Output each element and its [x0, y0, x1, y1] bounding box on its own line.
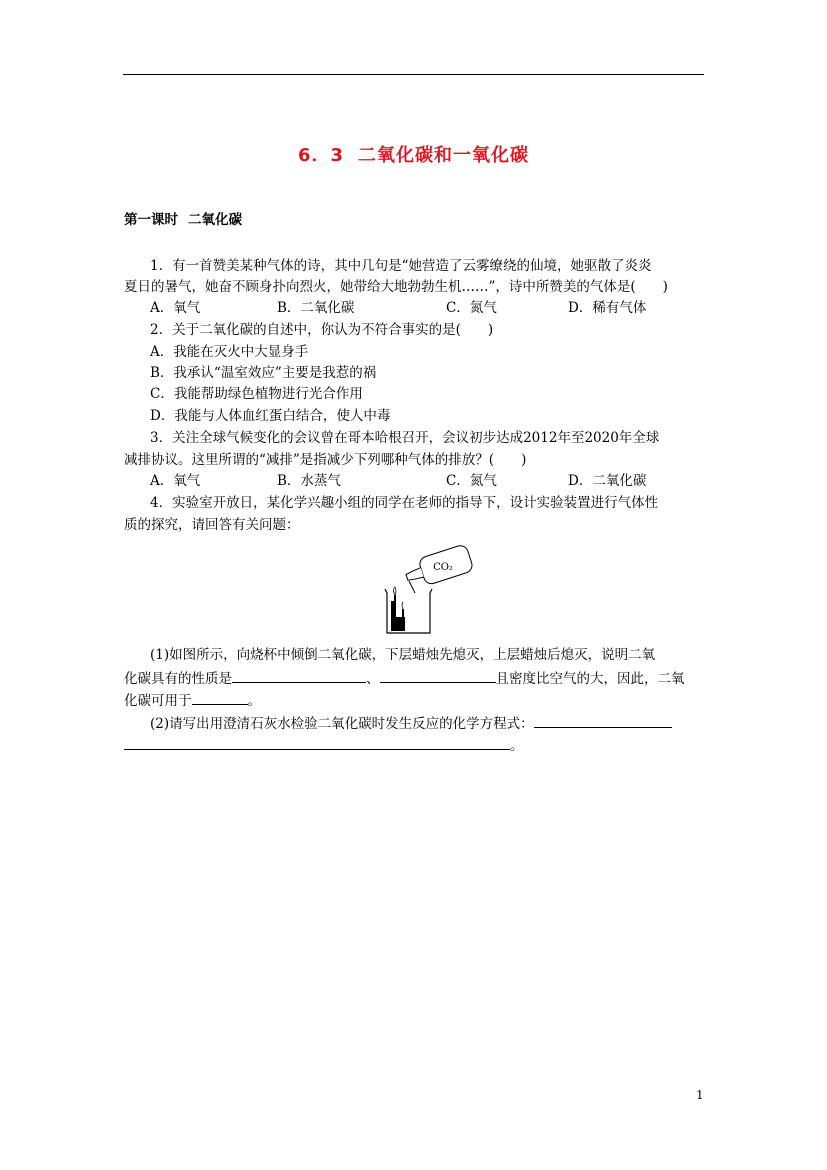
page-title	[0, 141, 827, 167]
q1-option-a: A．氧气	[150, 300, 201, 316]
q3-option-b: B．水蒸气	[277, 473, 341, 489]
q4-part2-line2	[124, 737, 524, 754]
q4-line2: 质的探究，请回答有关问题：	[124, 517, 300, 533]
q3-option-c: C．氮气	[446, 473, 497, 489]
co2-bottle	[403, 544, 474, 591]
title-text: 二氧化碳和一氧化碳	[358, 145, 530, 166]
q4-part1-line2	[124, 670, 685, 687]
section-heading	[124, 208, 242, 228]
page-number: 1	[696, 1088, 704, 1102]
q1-option-c: C．氮气	[446, 300, 497, 316]
q3-line1: 3．关注全球气候变化的会议曾在哥本哈根召开，会议初步达成2012年至2020年全球	[150, 430, 660, 446]
q3-line2: 减排协议。这里所谓的“减排”是指减少下列哪种气体的排放？( )	[124, 452, 527, 468]
q3-option-d: D．二氧化碳	[568, 473, 647, 489]
q4-part2-line2-end: 。	[510, 738, 524, 754]
lower-candle	[402, 609, 404, 617]
answer-blank-equation-2[interactable]	[124, 737, 510, 750]
beaker-co2-figure	[375, 543, 480, 638]
q1-option-b: B．二氧化碳	[277, 300, 355, 316]
q2-option-d: D．我能与人体血红蛋白结合，使人中毒	[150, 408, 391, 424]
q4-part1-line2-c: 且密度比空气的大，因此，二氧	[495, 671, 685, 687]
q4-part2-text: (2)请写出用澄清石灰水检验二氧化碳时发生反应的化学方程式：	[150, 716, 534, 732]
q4-part1-line2-a: 化碳具有的性质是	[124, 671, 232, 687]
title-number: 6．3	[297, 145, 345, 166]
beaker-pouring-illustration	[375, 543, 480, 638]
q3-option-a: A．氧气	[150, 473, 201, 489]
q4-part1-line1: (1)如图所示，向烧杯中倾倒二氧化碳，下层蜡烛先熄灭，上层蜡烛后熄灭，说明二氧	[150, 647, 656, 663]
q1-line2: 夏日的暑气，她奋不顾身扑向烈火，她带给大地勃勃生机……”，诗中所赞美的气体是( )	[124, 279, 668, 295]
answer-blank-use[interactable]	[192, 692, 248, 705]
q1-line1: 1．有一首赞美某种气体的诗，其中几句是“她营造了云雾缭绕的仙境，她驱散了炎炎	[150, 258, 652, 274]
q4-part1-line3-b: 。	[247, 693, 261, 709]
upper-candle	[394, 595, 396, 601]
q4-part1-line3-a: 化碳可用于	[124, 693, 192, 709]
q4-line1: 4．实验室开放日，某化学兴趣小组的同学在老师的指导下，设计实验装置进行气体性	[150, 495, 659, 511]
section-label: 第一课时	[124, 212, 178, 228]
q4-part1-line2-b: 、	[366, 671, 380, 687]
q4-part1-line3	[124, 692, 261, 709]
answer-blank-property-1[interactable]	[232, 670, 366, 683]
answer-blank-property-2[interactable]	[380, 670, 496, 683]
q2-option-a: A．我能在灭火中大显身手	[150, 344, 309, 360]
q2-stem: 2．关于二氧化碳的自述中，你认为不符合事实的是( )	[150, 322, 494, 338]
header-rule	[123, 74, 704, 75]
candle-stand	[391, 601, 396, 631]
q2-option-b: B．我承认“温室效应”主要是我惹的祸	[150, 365, 377, 381]
q2-option-c: C．我能帮助绿色植物进行光合作用	[150, 386, 363, 402]
answer-blank-equation-1[interactable]	[534, 715, 672, 728]
section-topic: 二氧化碳	[188, 212, 242, 228]
q1-option-d: D．稀有气体	[568, 300, 647, 316]
co2-label: CO₂	[433, 562, 453, 573]
q4-part2-line1	[150, 715, 672, 732]
